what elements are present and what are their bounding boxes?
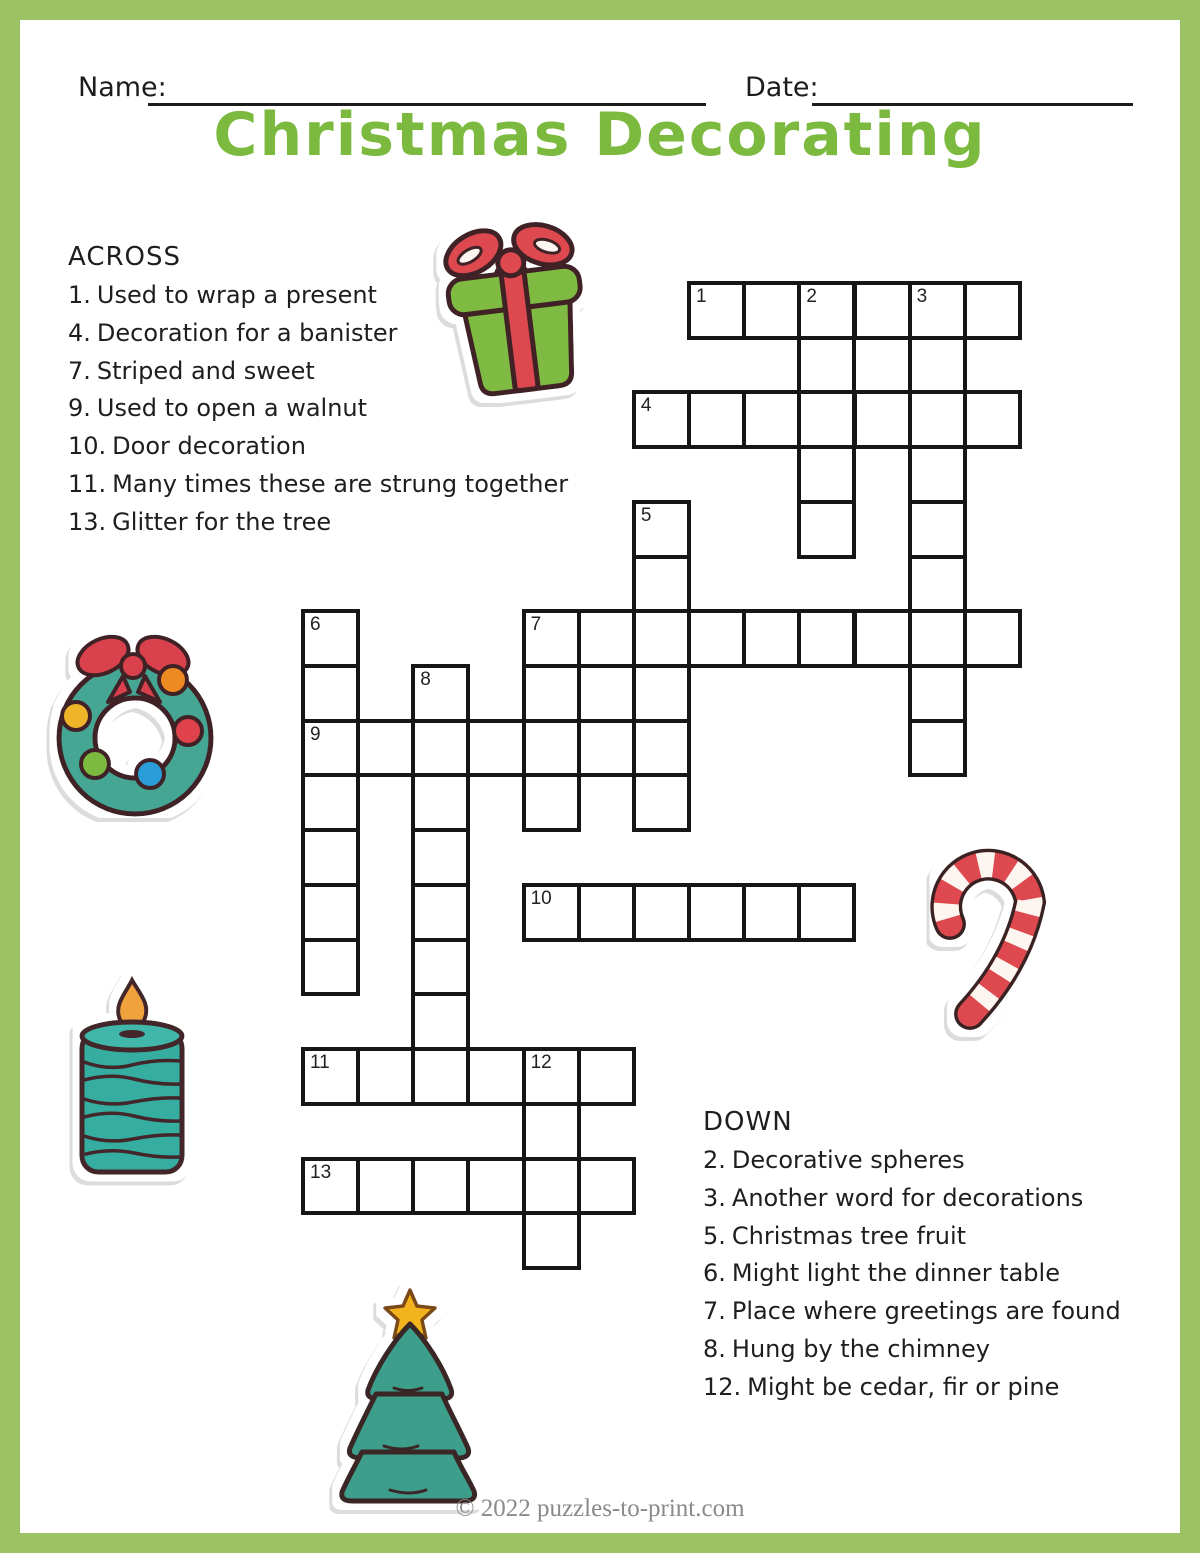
clue-text: Door decoration — [112, 432, 306, 461]
across-heading: ACROSS — [68, 242, 182, 272]
grid-cell[interactable] — [797, 281, 856, 340]
grid-cell[interactable] — [797, 336, 856, 395]
grid-cell[interactable] — [797, 445, 856, 504]
grid-cell[interactable] — [577, 719, 636, 778]
grid-cell[interactable] — [687, 883, 746, 942]
grid-cell[interactable] — [356, 1157, 415, 1216]
grid-cell[interactable] — [632, 609, 691, 668]
candy-cane-icon — [898, 822, 1053, 1037]
down-heading: DOWN — [703, 1107, 793, 1137]
cell-number: 9 — [310, 723, 321, 745]
cell-number: 10 — [530, 887, 552, 909]
grid-cell[interactable] — [963, 281, 1022, 340]
grid-cell[interactable] — [853, 609, 912, 668]
cell-number: 8 — [420, 669, 431, 691]
grid-cell[interactable] — [632, 664, 691, 723]
clue-text: Glitter for the tree — [112, 507, 332, 536]
date-label: Date: — [745, 72, 819, 103]
grid-cell[interactable] — [466, 719, 525, 778]
grid-cell[interactable] — [411, 719, 470, 778]
grid-cell[interactable] — [742, 281, 801, 340]
grid-cell[interactable] — [356, 719, 415, 778]
grid-cell[interactable] — [632, 555, 691, 614]
grid-cell[interactable] — [908, 445, 967, 504]
grid-cell[interactable] — [577, 883, 636, 942]
grid-cell[interactable] — [466, 1047, 525, 1106]
grid-cell[interactable] — [632, 500, 691, 559]
clue-number: 4. — [68, 318, 91, 347]
grid-cell[interactable] — [742, 390, 801, 449]
cell-number: 6 — [310, 614, 321, 636]
grid-cell[interactable] — [797, 390, 856, 449]
grid-cell[interactable] — [853, 281, 912, 340]
grid-cell[interactable] — [908, 609, 967, 668]
grid-cell[interactable] — [301, 719, 360, 778]
clue-number: 1. — [68, 281, 91, 309]
grid-cell[interactable] — [632, 719, 691, 778]
grid-cell[interactable] — [742, 609, 801, 668]
grid-cell[interactable] — [411, 992, 470, 1051]
grid-cell[interactable] — [963, 609, 1022, 668]
clue-number: 12. — [703, 1372, 742, 1401]
grid-cell[interactable] — [908, 390, 967, 449]
grid-cell[interactable] — [742, 883, 801, 942]
grid-cell[interactable] — [908, 500, 967, 559]
copyright-text: © 2022 puzzles-to-print.com — [455, 1495, 745, 1522]
clue-text: Another word for decorations — [731, 1183, 1084, 1212]
clue-number: 9. — [68, 394, 91, 423]
grid-cell[interactable] — [797, 500, 856, 559]
clue-number: 10. — [68, 432, 107, 461]
grid-cell[interactable] — [522, 773, 581, 832]
candle-icon — [60, 972, 205, 1190]
grid-cell[interactable] — [632, 773, 691, 832]
clue-number: 5. — [703, 1221, 726, 1250]
cell-number: 2 — [806, 286, 817, 307]
grid-cell[interactable] — [908, 281, 967, 340]
grid-cell[interactable] — [853, 390, 912, 449]
clue-text: Decorative spheres — [731, 1146, 965, 1174]
grid-cell[interactable] — [522, 1047, 581, 1106]
grid-cell[interactable] — [301, 773, 360, 832]
clue-text: Many times these are strung together — [112, 469, 569, 498]
grid-cell[interactable] — [797, 883, 856, 942]
clue-number: 8. — [703, 1334, 726, 1363]
grid-cell[interactable] — [411, 883, 470, 942]
clue-number: 3. — [703, 1183, 726, 1212]
grid-cell[interactable] — [577, 1047, 636, 1106]
grid-cell[interactable] — [301, 1157, 360, 1216]
grid-cell[interactable] — [301, 664, 360, 723]
clue-number: 7. — [703, 1297, 726, 1326]
cell-number: 5 — [640, 504, 652, 526]
page-title: Christmas Decorating — [213, 100, 987, 170]
grid-cell[interactable] — [301, 1047, 360, 1106]
grid-cell[interactable] — [411, 664, 470, 723]
cell-number: 4 — [640, 395, 652, 417]
grid-cell[interactable] — [797, 609, 856, 668]
grid-cell[interactable] — [522, 664, 581, 723]
clue-number: 11. — [68, 469, 107, 498]
cell-number: 13 — [310, 1161, 332, 1183]
grid-cell[interactable] — [577, 609, 636, 668]
grid-cell[interactable] — [522, 719, 581, 778]
grid-cell[interactable] — [522, 609, 581, 668]
clue-number: 2. — [703, 1146, 726, 1174]
grid-cell[interactable] — [908, 719, 967, 778]
cell-number: 12 — [530, 1052, 552, 1074]
grid-cell[interactable] — [632, 883, 691, 942]
grid-cell[interactable] — [301, 609, 360, 668]
grid-cell[interactable] — [632, 390, 691, 449]
wreath-icon — [40, 618, 225, 818]
grid-cell[interactable] — [687, 609, 746, 668]
cell-number: 11 — [310, 1052, 330, 1074]
clue-text: Striped and sweet — [96, 356, 315, 385]
grid-cell[interactable] — [522, 1102, 581, 1161]
clue-text: Used to wrap a present — [96, 281, 377, 309]
cell-number: 3 — [916, 286, 928, 307]
grid-cell[interactable] — [411, 938, 470, 997]
grid-cell[interactable] — [577, 1157, 636, 1216]
tree-icon — [332, 1282, 482, 1510]
clue-text: Decoration for a banister — [96, 318, 398, 347]
grid-cell[interactable] — [411, 828, 470, 887]
grid-cell[interactable] — [356, 1047, 415, 1106]
grid-cell[interactable] — [411, 1047, 470, 1106]
grid-cell[interactable] — [466, 1157, 525, 1216]
grid-cell[interactable] — [411, 773, 470, 832]
grid-cell[interactable] — [687, 281, 746, 340]
clue-text: Used to open a walnut — [96, 394, 368, 423]
grid-cell[interactable] — [301, 938, 360, 997]
clue-number: 6. — [703, 1259, 726, 1288]
clue-number: 13. — [68, 507, 107, 536]
grid-cell[interactable] — [411, 1157, 470, 1216]
clue-text: Place where greetings are found — [731, 1297, 1121, 1326]
grid-cell[interactable] — [522, 883, 581, 942]
clue-text: Might light the dinner table — [731, 1259, 1060, 1288]
clue-text: Hung by the chimney — [731, 1334, 990, 1363]
grid-cell[interactable] — [687, 390, 746, 449]
grid-cell[interactable] — [908, 555, 967, 614]
grid-cell[interactable] — [301, 828, 360, 887]
grid-cell[interactable] — [908, 664, 967, 723]
grid-cell[interactable] — [522, 1211, 581, 1270]
grid-cell[interactable] — [908, 336, 967, 395]
clue-text: Might be cedar, fir or pine — [747, 1372, 1060, 1401]
cell-number: 1 — [696, 286, 707, 307]
grid-cell[interactable] — [522, 1157, 581, 1216]
gift-icon — [415, 198, 625, 403]
clue-text: Christmas tree fruit — [731, 1221, 967, 1250]
name-label: Name: — [78, 72, 167, 103]
grid-cell[interactable] — [963, 390, 1022, 449]
cell-number: 7 — [530, 614, 542, 636]
clue-number: 7. — [68, 356, 91, 385]
grid-cell[interactable] — [301, 883, 360, 942]
